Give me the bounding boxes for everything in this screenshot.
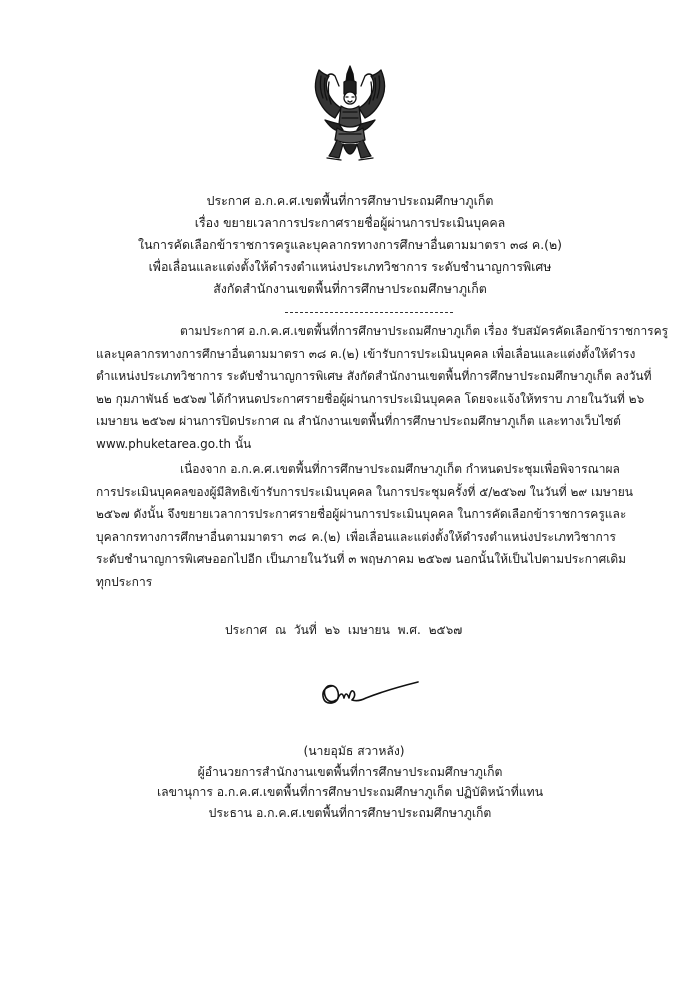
- heading-subject: เรื่อง ขยายเวลาการประกาศรายชื่อผู้ผ่านการประเมินบุคคล: [194, 215, 506, 230]
- signer-block: [0, 741, 700, 823]
- paragraph-line: ๒๒ กุมภาพันธ์ ๒๕๖๗ ได้กำหนดประกาศรายชื่อผู้ผ่านการประเมินบุคคล โดยจะแจ้งให้ทราบ ภายในวันที่ ๒๖: [96, 391, 645, 406]
- website-link[interactable]: www.phuketarea.go.th นั้น: [96, 436, 252, 451]
- handwritten-signature-icon: [318, 676, 428, 710]
- paragraph-line: ตำแหน่งประเภทวิชาการ ระดับชำนาญการพิเศษ สังกัดสำนักงานเขตพื้นที่การศึกษาประถมศึกษาภูเก็ต ลงวันที่: [96, 369, 652, 384]
- garuda-emblem-icon: [311, 64, 389, 166]
- body-paragraph-2: [96, 458, 633, 594]
- announcement-heading: [0, 190, 700, 300]
- signer-title-2: เลขานุการ อ.ก.ค.ศ.เขตพื้นที่การศึกษาประถมศึกษาภูเก็ต ปฏิบัติหน้าที่แทน: [156, 785, 544, 799]
- heading-line-3: ในการคัดเลือกข้าราชการครูและบุคลากรทางการศึกษาอื่นตามมาตรา ๓๘ ค.(๒): [138, 237, 562, 252]
- paragraph-line: ๒๕๖๗ ดังนั้น จึงขยายเวลาการประกาศรายชื่อผู้ผ่านการประเมินบุคคล ในการคัดเลือกข้าราชการครูและ: [96, 507, 627, 522]
- heading-separator: [285, 312, 453, 313]
- paragraph-line: การประเมินบุคคลของผู้มีสิทธิเข้ารับการประเมินบุคคล ในการประชุมครั้งที่ ๕/๒๕๖๗ ในวันที่ ๒๙ เมษายน: [96, 484, 633, 499]
- paragraph-line: ระดับชำนาญการพิเศษออกไปอีก เป็นภายในวันที่ ๓ พฤษภาคม ๒๕๖๗ นอกนั้นให้เป็นไปตามประกาศเดิม: [96, 552, 627, 567]
- paragraph-line: ตามประกาศ อ.ก.ค.ศ.เขตพื้นที่การศึกษาประถมศึกษาภูเก็ต เรื่อง รับสมัครคัดเลือกข้าราชการครู: [180, 324, 669, 338]
- paragraph-line: ทุกประการ: [96, 574, 153, 589]
- heading-title: ประกาศ อ.ก.ค.ศ.เขตพื้นที่การศึกษาประถมศึกษาภูเก็ต: [206, 193, 494, 208]
- signer-name: (นายอุมัธ สวาหลัง): [303, 744, 405, 758]
- signer-title-3: ประธาน อ.ก.ค.ศ.เขตพื้นที่การศึกษาประถมศึกษาภูเก็ต: [208, 805, 492, 820]
- signer-title-1: ผู้อำนวยการสำนักงานเขตพื้นที่การศึกษาประถมศึกษาภูเก็ต: [197, 764, 503, 779]
- paragraph-line: เนื่องจาก อ.ก.ค.ศ.เขตพื้นที่การศึกษาประถมศึกษาภูเก็ต กำหนดประชุมเพื่อพิจารณาผล: [180, 462, 620, 476]
- body-paragraph-1: [96, 320, 669, 456]
- paragraph-line: เมษายน ๒๕๖๗ ผ่านการปิดประกาศ ณ สำนักงานเขตพื้นที่การศึกษาประถมศึกษาภูเก็ต และทางเว็บไซต์: [96, 414, 621, 429]
- heading-line-5: สังกัดสำนักงานเขตพื้นที่การศึกษาประถมศึกษาภูเก็ต: [213, 281, 487, 296]
- paragraph-line: บุคลากรทางการศึกษาอื่นตามมาตรา ๓๘ ค.(๒) เพื่อเลื่อนและแต่งตั้งให้ดำรงตำแหน่งประเภทวิชาการ: [96, 529, 616, 544]
- announcement-date: ประกาศ ณ วันที่ ๒๖ เมษายน พ.ศ. ๒๕๖๗: [225, 623, 463, 637]
- paragraph-line: และบุคลากรทางการศึกษาอื่นตามมาตรา ๓๘ ค.(๒) เข้ารับการประเมินบุคคล เพื่อเลื่อนและแต่งตั้งให้ดำรง: [96, 346, 636, 361]
- heading-line-4: เพื่อเลื่อนและแต่งตั้งให้ดำรงตำแหน่งประเภทวิชาการ ระดับชำนาญการพิเศษ: [148, 259, 552, 274]
